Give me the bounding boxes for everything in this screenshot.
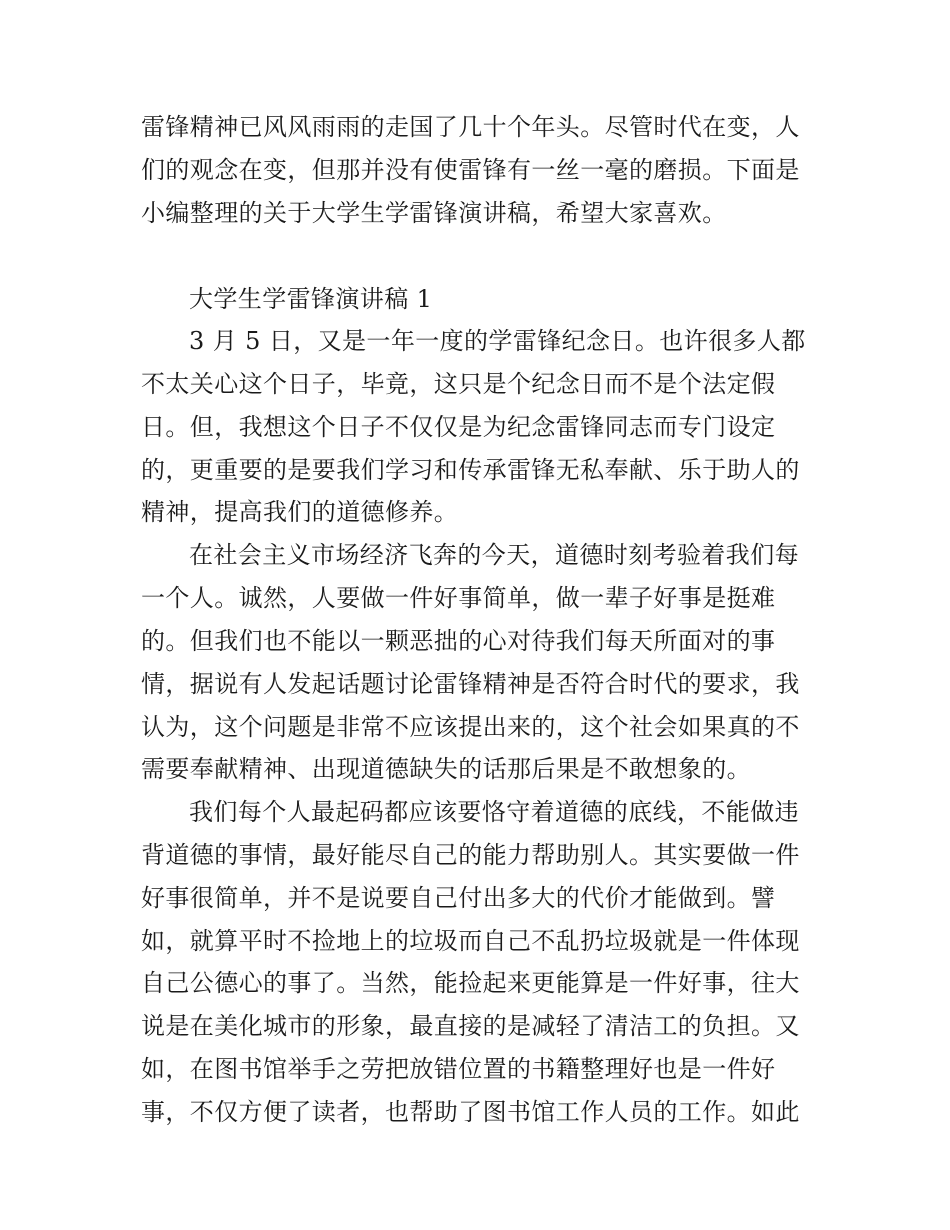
paragraph-line: 精神，提高我们的道德修养。: [141, 498, 459, 526]
intro-line: 们的观念在变，但那并没有使雷锋有一丝一毫的磨损。下面是: [141, 156, 800, 184]
paragraph-line: 背道德的事情，最好能尽自己的能力帮助别人。其实要做一件: [141, 841, 800, 869]
paragraph-line: 日。但，我想这个日子不仅仅是为纪念雷锋同志而专门设定: [141, 413, 776, 441]
paragraph-line: 3 月 5 日，又是一年一度的学雷锋纪念日。也许很多人都: [189, 327, 806, 355]
paragraph-line: 说是在美化城市的形象，最直接的是减轻了清洁工的负担。又: [141, 1012, 800, 1040]
paragraph-line: 不太关心这个日子，毕竟，这只是个纪念日而不是个法定假: [141, 370, 776, 398]
paragraph-line: 的。但我们也不能以一颗恶拙的心对待我们每天所面对的事: [141, 627, 776, 655]
paragraph-line: 我们每个人最起码都应该要恪守着道德的底线，不能做违: [189, 798, 799, 826]
paragraph-line: 如，在图书馆举手之劳把放错位置的书籍整理好也是一件好: [141, 1055, 776, 1083]
paragraph-line: 认为，这个问题是非常不应该提出来的，这个社会如果真的不: [141, 713, 800, 741]
intro-line: 雷锋精神已风风雨雨的走国了几十个年头。尽管时代在变，人: [141, 113, 800, 141]
paragraph-line: 情，据说有人发起话题讨论雷锋精神是否符合时代的要求，我: [141, 670, 800, 698]
paragraph-line: 事，不仅方便了读者，也帮助了图书馆工作人员的工作。如此: [141, 1098, 800, 1126]
paragraph-line: 自己公德心的事了。当然，能捡起来更能算是一件好事，往大: [141, 969, 800, 997]
paragraph-line: 的，更重要的是要我们学习和传承雷锋无私奉献、乐于助人的: [141, 456, 800, 484]
paragraph-line: 如，就算平时不捡地上的垃圾而自己不乱扔垃圾就是一件体现: [141, 927, 800, 955]
intro-line: 小编整理的关于大学生学雷锋演讲稿，希望大家喜欢。: [141, 199, 727, 227]
section-title: 大学生学雷锋演讲稿 1: [189, 285, 433, 313]
paragraph-line: 一个人。诚然，人要做一件好事简单，做一辈子好事是挺难: [141, 584, 776, 612]
paragraph-line: 在社会主义市场经济飞奔的今天，道德时刻考验着我们每: [189, 541, 799, 569]
paragraph-line: 需要奉献精神、出现道德缺失的话那后果是不敢想象的。: [141, 755, 751, 783]
paragraph-line: 好事很简单，并不是说要自己付出多大的代价才能做到。譬: [141, 884, 776, 912]
